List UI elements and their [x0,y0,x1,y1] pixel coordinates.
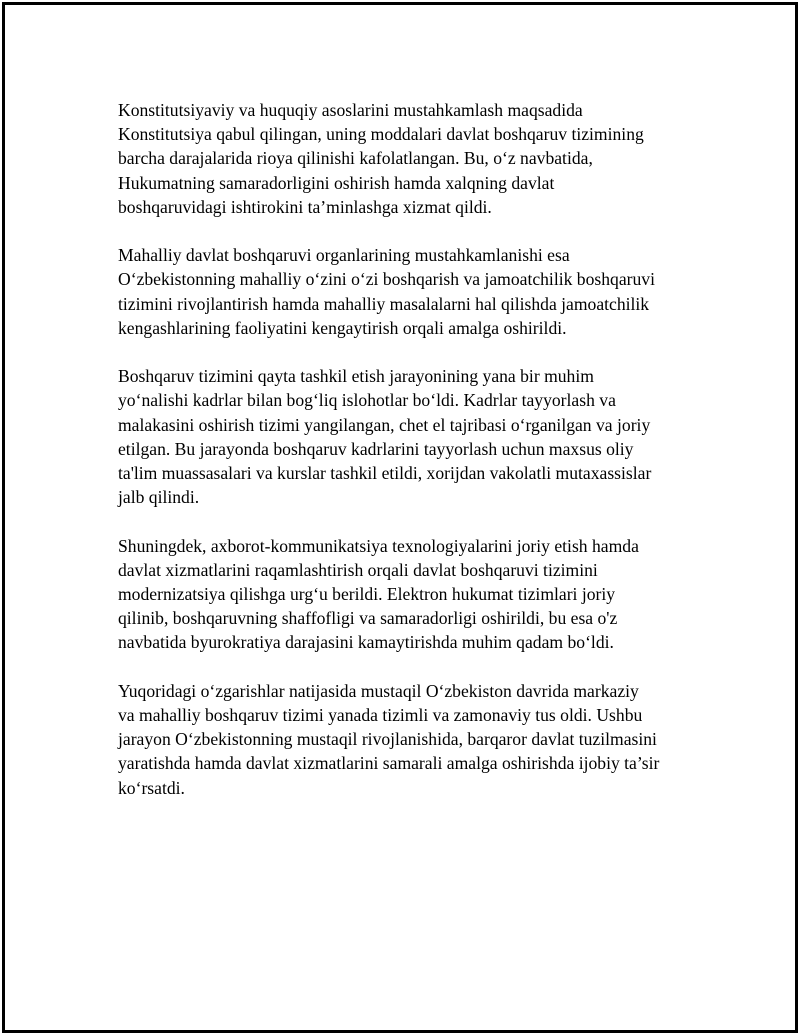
text-line: davlat xizmatlarini raqamlashtirish orqali davlat boshqaruvi tizimini [118,559,598,580]
text-line: barcha darajalarida rioya qilinishi kafolatlangan. Bu, o‘z navbatida, [118,148,593,169]
text-line: etilgan. Bu jarayonda boshqaruv kadrlarini tayyorlash uchun maxsus oliy [118,438,634,459]
text-line: yaratishda hamda davlat xizmatlarini samarali amalga oshirishda ijobiy ta’sir [118,753,660,774]
text-line: jalb qilindi. [118,487,200,508]
text-line: Konstitutsiya qabul qilingan, uning moddalari davlat boshqaruv tizimining [118,124,644,145]
paragraph [118,243,698,340]
text-line: Hukumatning samaradorligini oshirish hamda xalqning davlat [118,172,555,193]
text-line: Shuningdek, axborot-kommunikatsiya texnologiyalarini joriy etish hamda [118,535,639,556]
paragraph [118,534,698,655]
page-frame [2,2,798,1033]
text-line: Yuqoridagi o‘zgarishlar natijasida mustaqil O‘zbekiston davrida markaziy [118,680,639,701]
paragraph [118,679,698,800]
text-line: va mahalliy boshqaruv tizimi yanada tizimli va zamonaviy tus oldi. Ushbu [118,705,643,726]
text-line: ta'lim muassasalari va kurslar tashkil etildi, xorijdan vakolatli mutaxassislar [118,463,652,484]
paragraph [118,98,698,219]
text-line: jarayon O‘zbekistonning mustaqil rivojlanishida, barqaror davlat tuzilmasini [118,729,657,750]
text-line: O‘zbekistonning mahalliy o‘zini o‘zi boshqarish va jamoatchilik boshqaruvi [118,269,655,290]
text-line: malakasini oshirish tizimi yangilangan, chet el tajribasi o‘rganilgan va joriy [118,414,651,435]
text-line: boshqaruvidagi ishtirokini ta’minlashga xizmat qildi. [118,196,492,217]
text-line: Boshqaruv tizimini qayta tashkil etish jarayonining yana bir muhim [118,366,594,387]
text-line: yo‘nalishi kadrlar bilan bog‘liq islohotlar bo‘ldi. Kadrlar tayyorlash va [118,390,616,411]
document-body [118,98,698,800]
text-line: ko‘rsatdi. [118,777,185,798]
text-line: modernizatsiya qilishga urg‘u berildi. Elektron hukumat tizimlari joriy [118,584,616,605]
paragraph [118,364,698,509]
text-line: Mahalliy davlat boshqaruvi organlarining mustahkamlanishi esa [118,245,570,266]
text-line: navbatida byurokratiya darajasini kamaytirishda muhim qadam bo‘ldi. [118,632,614,653]
text-line: Konstitutsiyaviy va huquqiy asoslarini mustahkamlash maqsadida [118,100,583,120]
text-line: qilinib, boshqaruvning shaffofligi va samaradorligi oshirildi, bu esa o'z [118,608,618,629]
text-line: tizimini rivojlantirish hamda mahalliy masalalarni hal qilishda jamoatchilik [118,293,650,314]
text-line: kengashlarining faoliyatini kengaytirish orqali amalga oshirildi. [118,317,567,338]
